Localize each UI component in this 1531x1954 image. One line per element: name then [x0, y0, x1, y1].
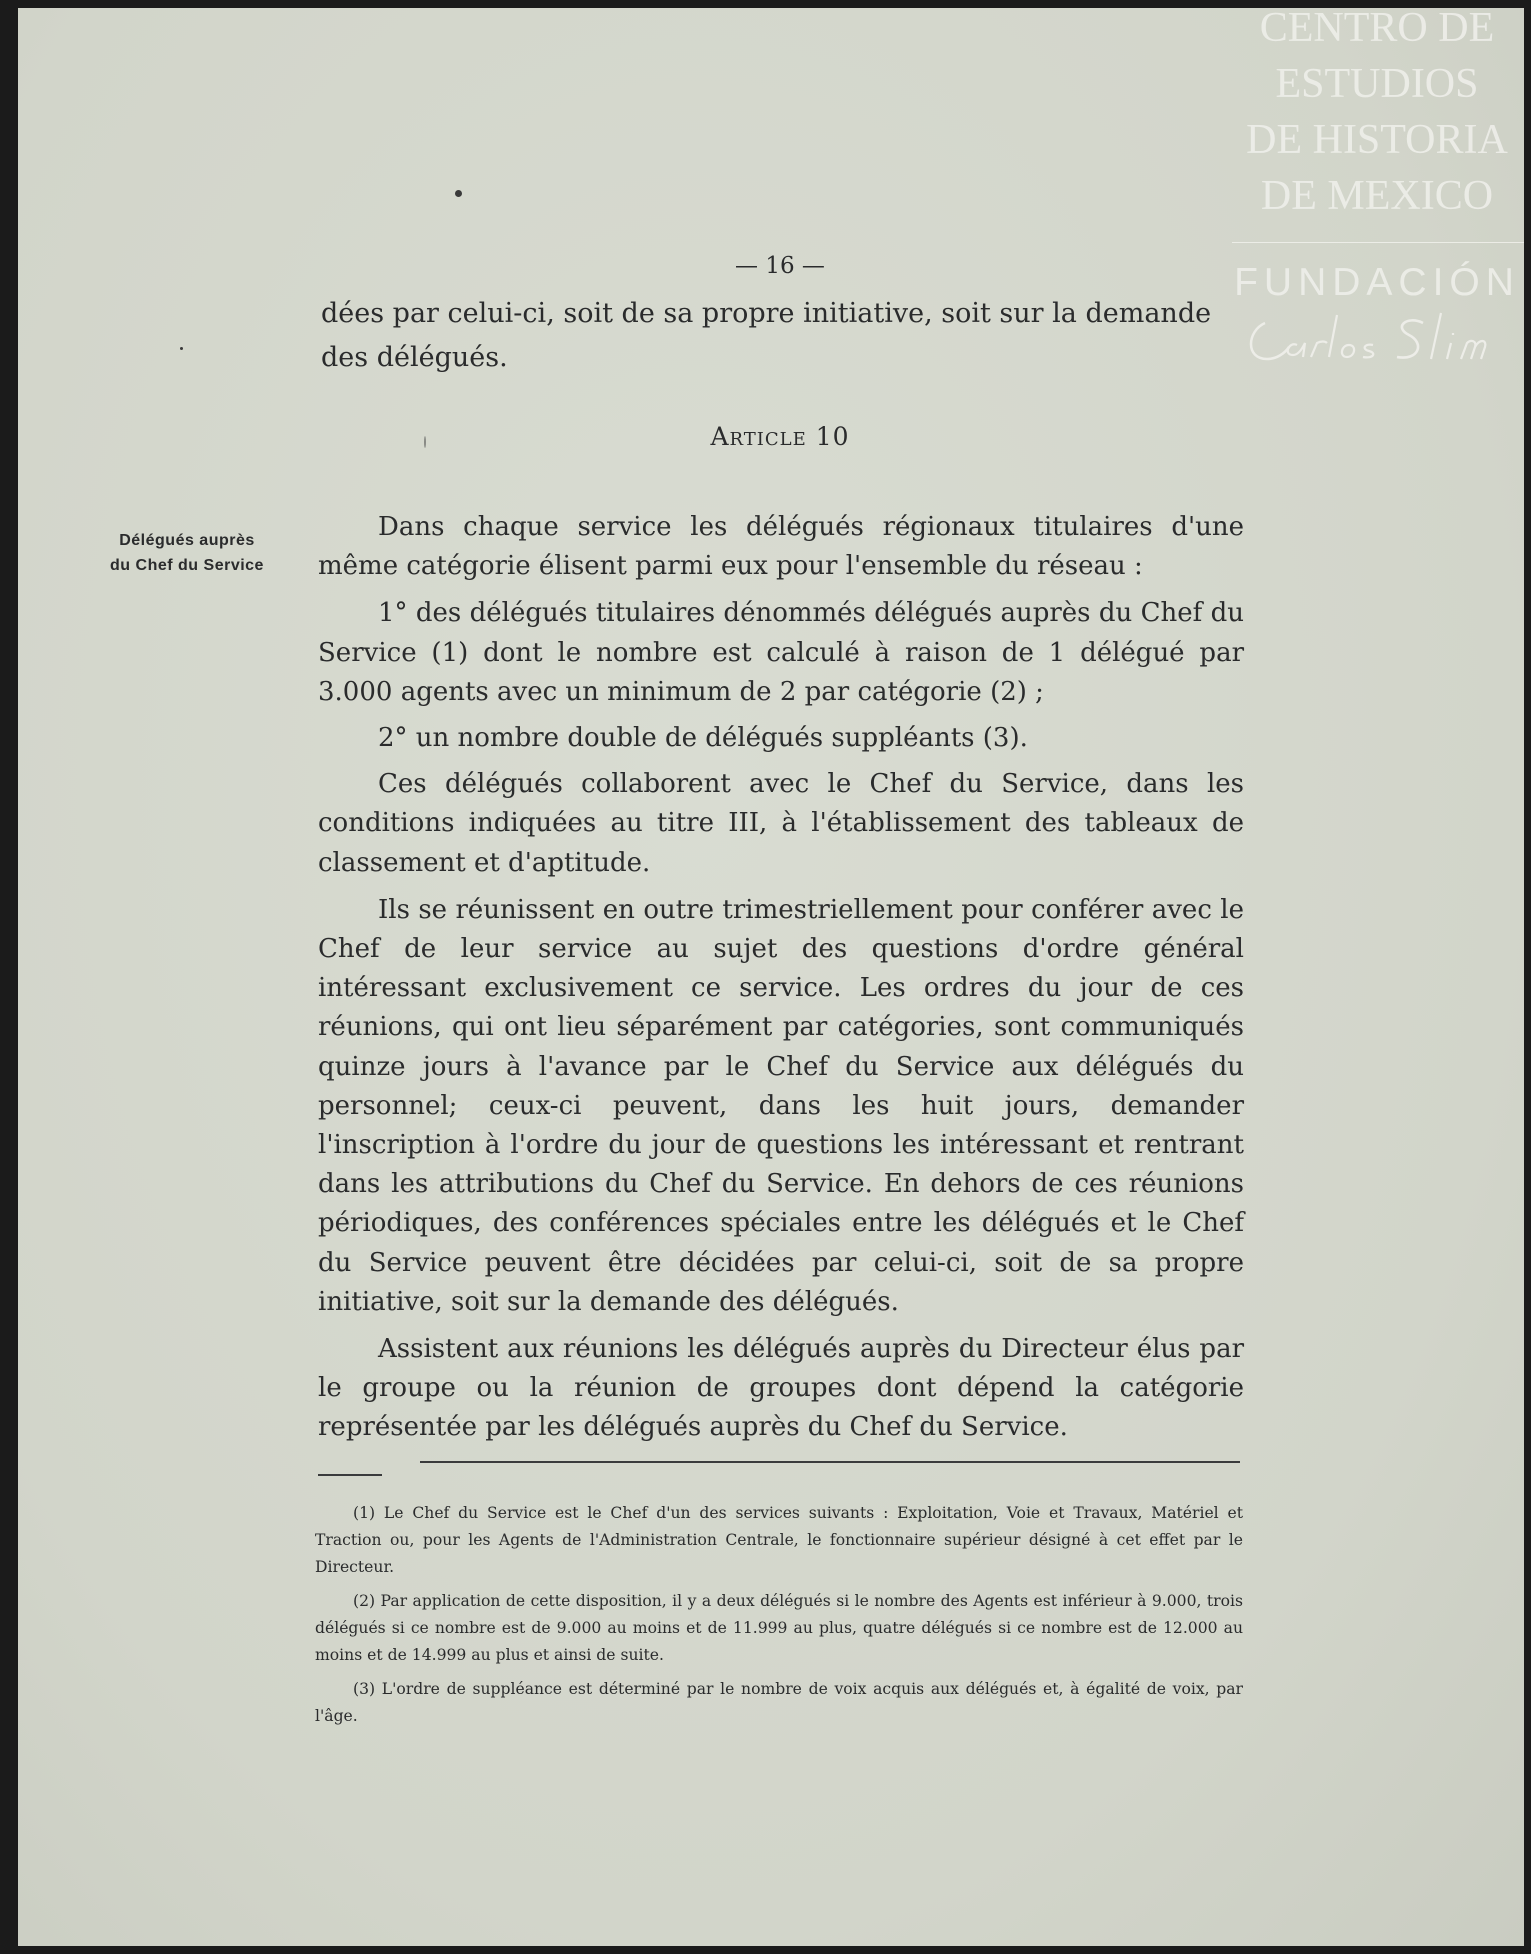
continuation-line: des délégués. — [321, 342, 508, 373]
margin-note — [82, 528, 292, 578]
watermark-line: DE MEXICO — [1260, 173, 1494, 219]
ink-speck — [455, 190, 462, 197]
ink-speck — [424, 436, 426, 448]
body-paragraph: Ces délégués collaborent avec le Chef du Service, dans les conditions indiquées au titre III, à l'établissement des tableaux de classement et d'aptitude. — [318, 769, 1244, 878]
footnote-divider — [420, 1461, 1240, 1463]
watermark-line: CENTRO DE — [1259, 5, 1495, 51]
article-heading: Article 10 — [710, 422, 850, 451]
footnote: (3) L'ordre de suppléance est déterminé par le nombre de voix acquis aux délégués et, à égalité de voix, par l'âge. — [315, 1680, 1243, 1725]
signature-logo — [1237, 301, 1517, 371]
margin-note-line: Délégués auprès — [119, 532, 255, 549]
watermark-line: DE HISTORIA — [1246, 117, 1508, 163]
watermark-fundacion: FUNDACIÓN — [1234, 261, 1520, 304]
margin-note-line: du Chef du Service — [110, 557, 264, 574]
article-body — [318, 508, 1244, 1456]
body-paragraph: Dans chaque service les délégués régionaux titulaires d'une même catégorie élisent parmi eux pour l'ensemble du réseau : — [318, 512, 1244, 582]
footnote-divider — [318, 1474, 382, 1476]
watermark-divider — [1232, 242, 1524, 243]
archive-watermark — [1232, 0, 1522, 390]
body-paragraph: Ils se réunissent en outre trimestriellement pour conférer avec le Chef de leur service au sujet des questions d'ordre général intéressant exclusivement ce service. Les ordres du jour de ces réunions, qui ont lieu séparément par catégories, sont communiqués quinze jours à l'avance par le Chef du Service aux délégués du personnel; ceux-ci peuvent, dans les huit jours, demander l'inscription à l'ordre du jour de questions les intéressant et rentrant dans les attributions du Chef du Service. En dehors de ces réunions périodiques, des conférences spéciales entre les délégués et le Chef du Service peuvent être décidées par celui-ci, soit de sa propre initiative, soit sur la demande des délégués. — [318, 894, 1244, 1317]
body-paragraph: 2° un nombre double de délégués suppléants (3). — [378, 723, 1028, 754]
body-paragraph: 1° des délégués titulaires dénommés délégués auprès du Chef du Service (1) dont le nombre est calculé à raison de 1 délégué par 3.000 agents avec un minimum de 2 par catégorie (2) ; — [318, 598, 1244, 707]
footnote: (1) Le Chef du Service est le Chef d'un des services suivants : Exploitation, Voie et Travaux, Matériel et Traction ou, pour les Agents de l'Administration Centrale, le fonctionnaire supérieur désigné à cet effet par le Directeur. — [315, 1504, 1243, 1576]
continuation-line: dées par celui-ci, soit de sa propre initiative, soit sur la demande — [321, 298, 1212, 329]
body-paragraph: Assistent aux réunions les délégués auprès du Directeur élus par le groupe ou la réunion de groupes dont dépend la catégorie représentée par les délégués auprès du Chef du Service. — [318, 1334, 1244, 1443]
watermark-line: ESTUDIOS — [1275, 61, 1479, 107]
footnote: (2) Par application de cette disposition, il y a deux délégués si le nombre des Agents est inférieur à 9.000, trois délégués si ce nombre est de 9.000 au moins et de 11.999 au plus, quatre délégués si ce nombre est de 12.000 au moins et de 14.999 au plus et ainsi de suite. — [315, 1592, 1243, 1664]
page-number: — 16 — — [735, 253, 825, 279]
ink-speck — [180, 347, 183, 350]
footnotes — [315, 1500, 1243, 1737]
